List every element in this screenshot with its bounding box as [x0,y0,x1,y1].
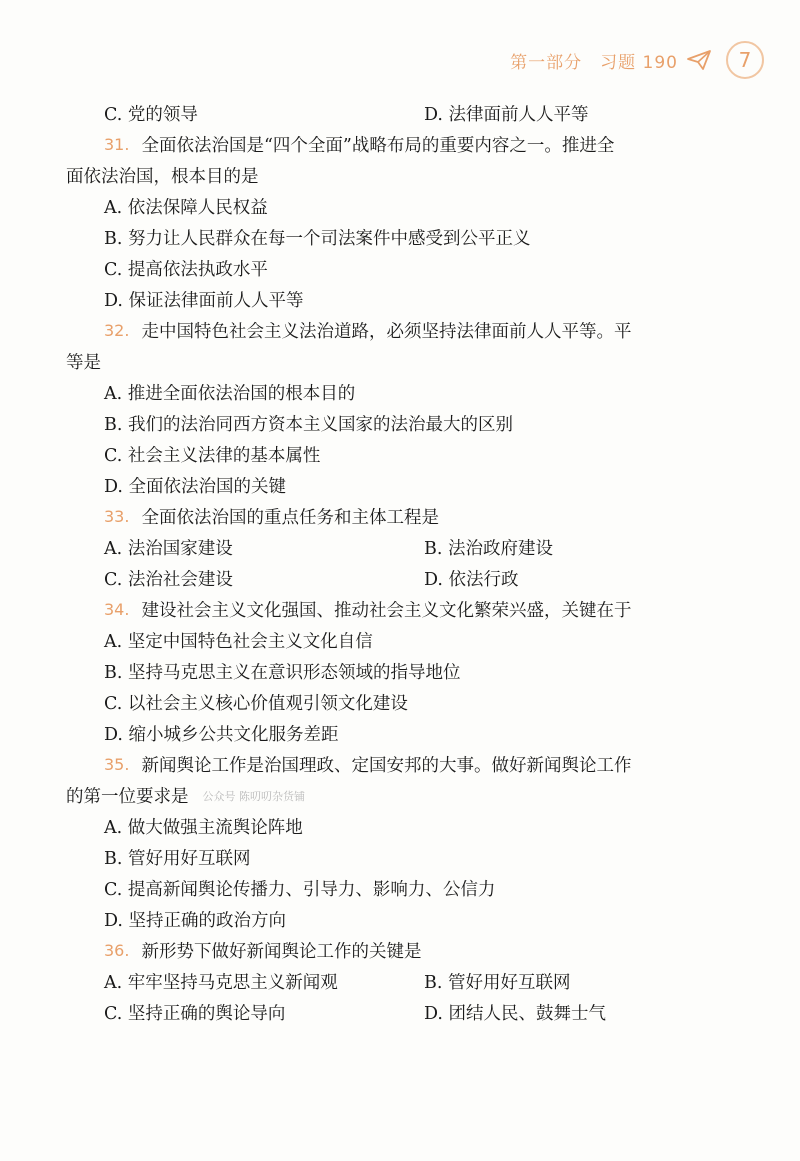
option-row [66,687,706,718]
option-text: C. 法治社会建设 [104,570,233,590]
option-text: D. 缩小城乡公共文化服务差距 [104,725,339,745]
question-number: 31. [104,135,130,154]
question-text: 全面依法治国是“四个全面”战略布局的重要内容之一。推进全 [141,136,615,156]
option-text: D. 团结人民、鼓舞士气 [424,1004,607,1024]
watermark: 公众号 陈叨叨杂货铺 [202,789,305,803]
option-row [66,253,706,284]
option-text: A. 依法保障人民权益 [104,198,268,218]
question-stem [66,501,706,532]
option-text: A. 法治国家建设 [104,539,233,559]
option-row [66,408,706,439]
question-text: 全面依法治国的重点任务和主体工程是 [141,508,439,528]
option-text: B. 坚持马克思主义在意识形态领域的指导地位 [104,663,461,683]
option-row [66,811,706,842]
page-header [510,40,764,80]
option-text: B. 法治政府建设 [424,539,553,559]
question-text: 新闻舆论工作是治国理政、定国安邦的大事。做好新闻舆论工作 [141,756,632,776]
option-row [66,377,706,408]
option-text: A. 牢牢坚持马克思主义新闻观 [104,973,338,993]
option-row [66,718,706,749]
option-text: C. 以社会主义核心价值观引领文化建设 [104,694,408,714]
question-number: 35. [104,755,130,774]
section-label: 第一部分 [510,52,583,73]
option-text: C. 社会主义法律的基本属性 [104,446,321,466]
option-row [66,470,706,501]
option-row [66,563,706,594]
option-text: B. 我们的法治同西方资本主义国家的法治最大的区别 [104,415,513,435]
option-text: C. 提高依法执政水平 [104,260,268,280]
option-row [66,966,706,997]
option-row [66,873,706,904]
question-number: 32. [104,321,130,340]
question-stem-continued [66,160,706,191]
page-number: 7 [726,41,764,79]
option-row [66,439,706,470]
option-text: C. 党的领导 [104,105,198,125]
question-text: 面依法治国，根本目的是 [66,167,259,187]
option-row [66,904,706,935]
question-stem-continued [66,780,706,811]
option-row [66,997,706,1028]
question-text: 的第一位要求是 [66,787,189,807]
question-stem [66,749,706,780]
question-number: 34. [104,600,130,619]
question-text: 走中国特色社会主义法治道路，必须坚持法律面前人人平等。平 [141,322,632,342]
question-stem [66,315,706,346]
option-row [66,532,706,563]
question-text: 建设社会主义文化强国、推动社会主义文化繁荣兴盛，关键在于 [141,601,632,621]
option-row [66,222,706,253]
question-text: 新形势下做好新闻舆论工作的关键是 [141,942,422,962]
option-row [66,98,706,129]
question-list [66,98,706,1028]
option-text: C. 坚持正确的舆论导向 [104,1004,286,1024]
paper-plane-icon [686,49,712,71]
question-stem [66,594,706,625]
option-row [66,625,706,656]
option-text: D. 坚持正确的政治方向 [104,911,287,931]
question-number: 36. [104,941,130,960]
option-text: D. 法律面前人人平等 [424,105,589,125]
option-text: A. 坚定中国特色社会主义文化自信 [104,632,373,652]
option-row [66,842,706,873]
option-text: D. 保证法律面前人人平等 [104,291,304,311]
option-text: C. 提高新闻舆论传播力、引导力、影响力、公信力 [104,880,496,900]
option-text: D. 全面依法治国的关键 [104,477,287,497]
option-text: B. 努力让人民群众在每一个司法案件中感受到公平正义 [104,229,531,249]
exercise-label: 习题 190 [600,52,678,73]
option-row [66,656,706,687]
question-stem-continued [66,346,706,377]
question-stem [66,935,706,966]
option-text: A. 做大做强主流舆论阵地 [104,818,303,838]
option-text: A. 推进全面依法治国的根本目的 [104,384,356,404]
option-text: D. 依法行政 [424,570,519,590]
question-stem [66,129,706,160]
option-row [66,284,706,315]
question-text: 等是 [66,353,101,373]
option-row [66,191,706,222]
question-number: 33. [104,507,130,526]
option-text: B. 管好用好互联网 [424,973,571,993]
option-text: B. 管好用好互联网 [104,849,251,869]
